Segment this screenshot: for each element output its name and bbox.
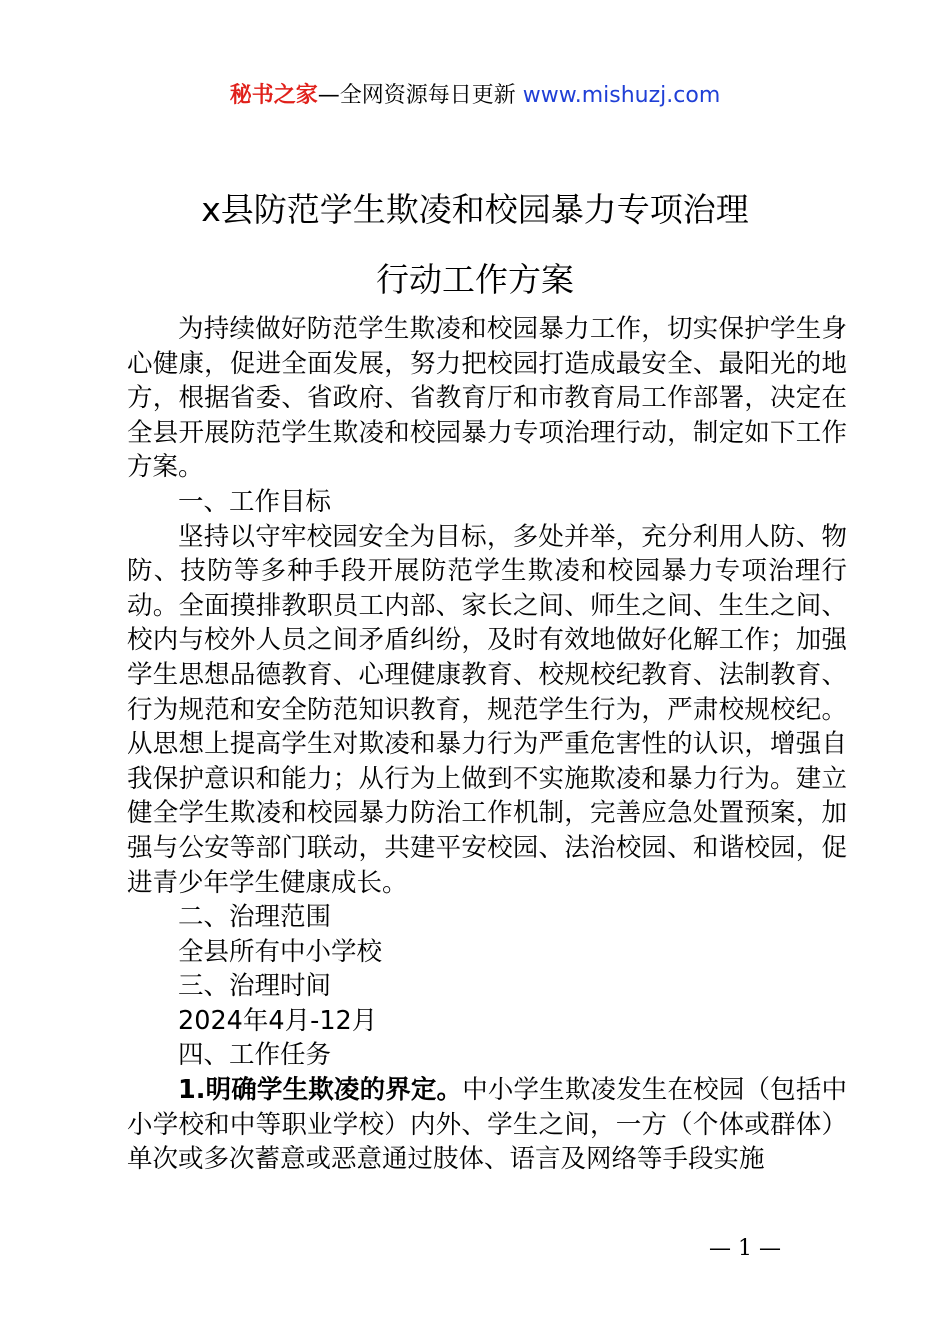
task-1-title: 1.明确学生欺凌的界定。 bbox=[178, 1075, 463, 1106]
section-heading-tasks: 四、工作任务 bbox=[178, 1040, 332, 1071]
document-body bbox=[127, 312, 847, 1177]
document-title-line-1: x县防范学生欺凌和校园暴力专项治理 bbox=[201, 190, 749, 229]
time-paragraph: 2024年4月-12月 bbox=[178, 1005, 378, 1036]
banner-slogan: 全网资源每日更新 bbox=[339, 83, 516, 108]
banner-brand: 秘书之家 bbox=[229, 83, 318, 108]
banner-dash: — bbox=[317, 83, 340, 108]
section-heading-scope: 二、治理范围 bbox=[178, 902, 332, 933]
task-1-paragraph bbox=[127, 1073, 847, 1177]
page-number: — 1 — bbox=[709, 1236, 781, 1261]
document-title-line-2: 行动工作方案 bbox=[376, 260, 574, 299]
banner-url-link[interactable]: www.mishuzj.com bbox=[522, 83, 721, 108]
scope-paragraph: 全县所有中小学校 bbox=[178, 936, 383, 967]
section-heading-goals: 一、工作目标 bbox=[178, 486, 332, 517]
task-1-text: 中小学生欺凌发生在校园（包括中小学校和中等职业学校）内外、学生之间，一方（个体或群体）单次或多次蓄意或恶意通过肢体、语言及网络等手段实施 bbox=[127, 1075, 847, 1175]
section-heading-time: 三、治理时间 bbox=[178, 971, 332, 1002]
goals-paragraph: 坚持以守牢校园安全为目标，多处并举，充分利用人防、物防、技防等多种手段开展防范学生欺凌和校园暴力专项治理行动。全面摸排教职员工内部、家长之间、师生之间、生生之间、校内与校外人员之间矛盾纠纷，及时有效地做好化解工作；加强学生思想品德教育、心理健康教育、校规校纪教育、法制教育、行为规范和安全防范知识教育，规范学生行为，严肃校规校纪。从思想上提高学生对欺凌和暴力行为严重危害性的认识，增强自我保护意识和能力；从行为上做到不实施欺凌和暴力行为。建立健全学生欺凌和校园暴力防治工作机制，完善应急处置预案，加强与公安等部门联动，共建平安校园、法治校园、和谐校园，促进青少年学生健康成长。 bbox=[127, 521, 847, 898]
intro-paragraph: 为持续做好防范学生欺凌和校园暴力工作，切实保护学生身心健康，促进全面发展，努力把校园打造成最安全、最阳光的地方，根据省委、省政府、省教育厅和市教育局工作部署，决定在全县开展防范学生欺凌和校园暴力专项治理行动，制定如下工作方案。 bbox=[127, 314, 847, 483]
site-banner bbox=[0, 80, 950, 112]
